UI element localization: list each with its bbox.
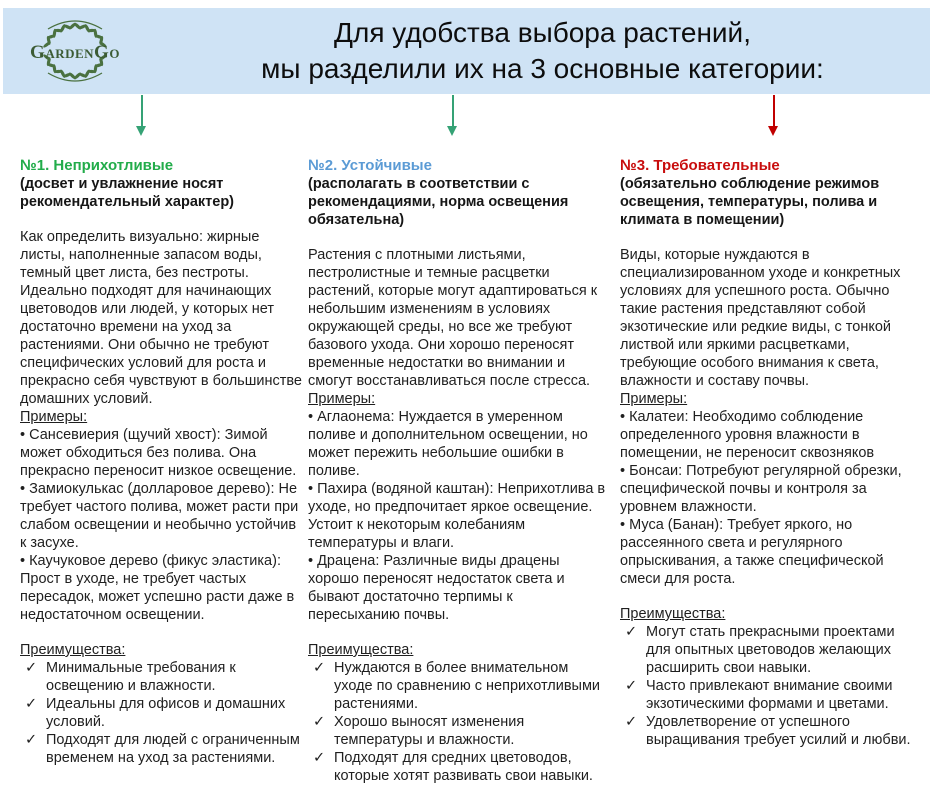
category-title: №3. Требовательные: [620, 157, 780, 174]
check-icon: ✓: [25, 660, 38, 676]
bullet-icon: •: [20, 427, 30, 443]
arrow-line: [773, 95, 775, 127]
examples-label: Примеры:: [620, 391, 688, 407]
advantage-item: ✓ Удовлетворение от успешного выращивания требует усилий и любви.: [620, 713, 911, 749]
example-item: • Муса (Банан): Требует яркого, но рассеянного света и регулярного опрыскивания, а также специфической смеси для роста.: [620, 517, 884, 587]
advantage-item: ✓ Подходят для людей с ограниченным временем на уход за растениями.: [20, 731, 306, 767]
page-title-line1: Для удобства выбора растений,: [334, 17, 751, 48]
check-icon: ✓: [625, 624, 638, 640]
advantages-label: Преимущества:: [620, 606, 726, 622]
example-item: • Драцена: Различные виды драцены хорошо переносят недостаток света и бывают достаточно терпимы к пересыханию почвы.: [308, 553, 565, 623]
category-subtitle: (располагать в соответствии с рекомендациями, норма освещения обязательна): [308, 176, 569, 228]
arrow-down-icon: [447, 126, 457, 136]
page-title: [165, 15, 930, 87]
advantage-item: ✓ Нуждаются в более внимательном уходе по сравнению с неприхотливыми растениями.: [308, 659, 607, 713]
category-description: Как определить визуально: жирные листы, наполненные запасом воды, темный цвет листа, без пестроты. Идеально подходят для начинающих цветоводов или людей, у которых нет достаточно времени на уход за растениями. Они обычно не требуют специфических условий для роста и прекрасно себя чувствуют в большинстве домашних условий.: [20, 229, 302, 407]
category-title: №2. Устойчивые: [308, 157, 432, 174]
check-icon: ✓: [625, 678, 638, 694]
advantages-label: Преимущества:: [20, 642, 126, 658]
example-item: • Пахира (водяной каштан): Неприхотлива в уходе, но предпочитает яркое освещение. Устоит к некоторым колебаниям температуры и влаги.: [308, 481, 606, 551]
example-item: • Замиокулькас (долларовое дерево): Не требует частого полива, может расти при слабом освещении и необычно устойчив к засухе.: [20, 481, 299, 551]
arrow-line: [141, 95, 143, 127]
category-column-3: [620, 157, 911, 749]
advantage-item: ✓ Часто привлекают внимание своими экзотическими формами и цветами.: [620, 677, 911, 713]
arrow-down-icon: [136, 126, 146, 136]
example-item: • Бонсаи: Потребуют регулярной обрезки, специфической почвы и контроля за уровнем влажности.: [620, 463, 902, 515]
check-icon: ✓: [25, 732, 38, 748]
category-title: №1. Неприхотливые: [20, 157, 174, 174]
bullet-icon: •: [620, 517, 630, 533]
arrow-down-icon: [768, 126, 778, 136]
check-icon: ✓: [625, 714, 638, 730]
bullet-icon: •: [20, 481, 30, 497]
category-column-1: [20, 157, 306, 767]
advantage-item: ✓ Минимальные требования к освещению и влажности.: [20, 659, 306, 695]
category-arrow-1: [135, 95, 149, 137]
bullet-icon: •: [308, 553, 318, 569]
bullet-icon: •: [620, 463, 630, 479]
check-icon: ✓: [313, 714, 326, 730]
category-column-2: [308, 157, 607, 785]
category-subtitle: (обязательно соблюдение режимов освещения, температуры, полива и климата в помещении): [620, 176, 880, 228]
bullet-icon: •: [308, 409, 318, 425]
category-subtitle: (досвет и увлажнение носят рекомендательный характер): [20, 176, 235, 210]
logo-text: GardenGo: [30, 42, 120, 63]
bullet-icon: •: [308, 481, 318, 497]
example-item: • Калатеи: Необходимо соблюдение определенного уровня влажности в помещении, не переносит сквозняков: [620, 409, 875, 461]
gardengo-logo: [15, 11, 165, 91]
example-item: • Каучуковое дерево (фикус эластика): Прост в уходе, не требует частых пересадок, может успешно расти даже в недостаточном освещении.: [20, 553, 295, 623]
advantage-item: ✓ Идеальны для офисов и домашних условий.: [20, 695, 306, 731]
check-icon: ✓: [313, 750, 326, 766]
example-item: • Аглаонема: Нуждается в умеренном поливе и дополнительном освещении, но может пережить небольшие ошибки в поливе.: [308, 409, 588, 479]
page-title-line2: мы разделили их на 3 основные категории:: [261, 53, 824, 84]
category-arrow-3: [767, 95, 781, 137]
advantages-label: Преимущества:: [308, 642, 414, 658]
category-description: Растения с плотными листьями, пестролистные и темные расцветки растений, которые могут адаптироваться к небольшим изменениям в условиях окружающей среды, но все же требуют базового ухода. Они хорошо переносят временные недостатки во внимании и смогут восстанавливаться после стресса.: [308, 247, 598, 389]
advantage-item: ✓ Могут стать прекрасными проектами для опытных цветоводов желающих расширить свои навыки.: [620, 623, 911, 677]
examples-label: Примеры:: [308, 391, 376, 407]
example-item: • Сансевиерия (щучий хвост): Зимой может обходиться без полива. Она прекрасно переносит низкое освещение.: [20, 427, 297, 479]
category-arrow-2: [446, 95, 460, 137]
bullet-icon: •: [20, 553, 30, 569]
header-banner: [3, 8, 930, 94]
category-description: Виды, которые нуждаются в специализированном уходе и конкретных условиях для успешного роста. Обычно такие растения представляют собой экзотические или редкие виды, с тонкой листвой или яркими расцветками, требующие особого внимания к света, влажности и составу почвы.: [620, 247, 901, 389]
check-icon: ✓: [25, 696, 38, 712]
advantage-item: ✓ Хорошо выносят изменения температуры и влажности.: [308, 713, 607, 749]
check-icon: ✓: [313, 660, 326, 676]
advantage-item: ✓ Подходят для средних цветоводов, которые хотят развивать свои навыки.: [308, 749, 607, 785]
examples-label: Примеры:: [20, 409, 88, 425]
bullet-icon: •: [620, 409, 630, 425]
arrow-line: [452, 95, 454, 127]
